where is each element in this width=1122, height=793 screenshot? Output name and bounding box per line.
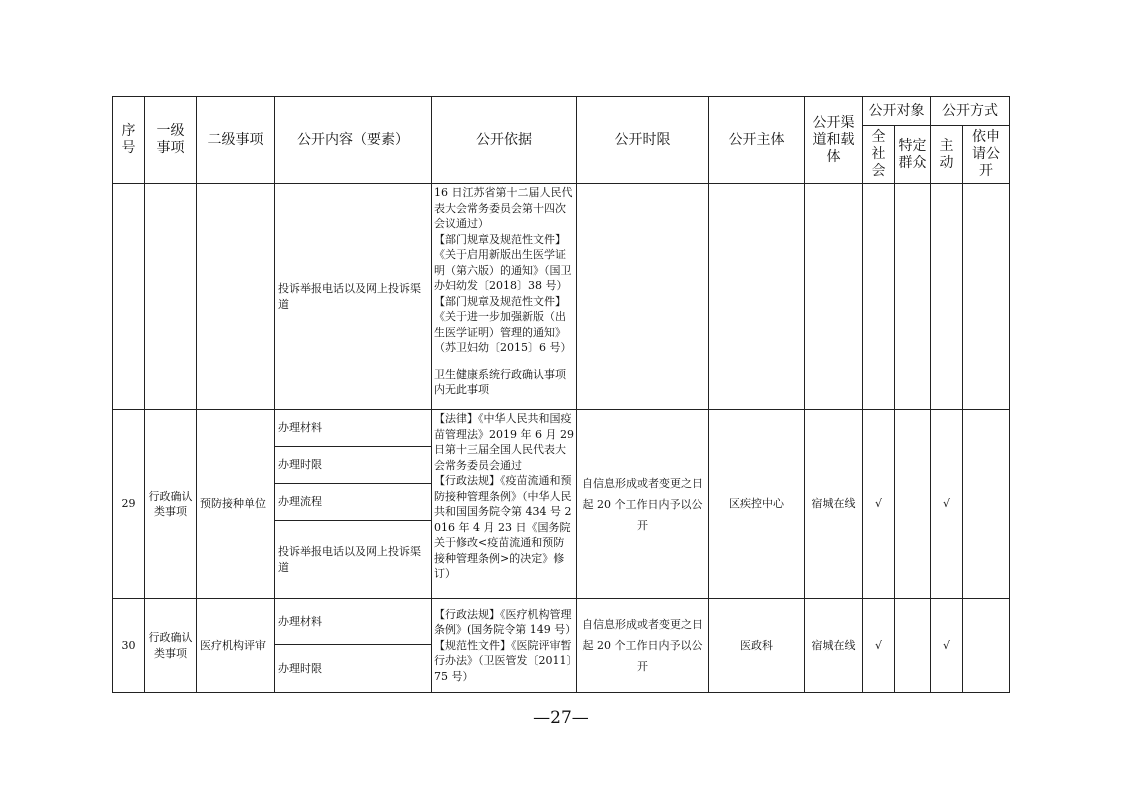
cell-basis xyxy=(432,184,577,410)
header-target-specific: 特定群众 xyxy=(895,126,931,184)
header-content: 公开内容（要素） xyxy=(275,97,432,184)
cell-target-specific xyxy=(895,599,931,693)
cell-timelimit xyxy=(577,184,709,410)
header-basis: 公开依据 xyxy=(432,97,577,184)
disclosure-table xyxy=(112,96,1010,693)
basis-line: 16 日江苏省第十二届人民代表大会常务委员会第十四次会议通过） xyxy=(434,186,573,230)
cell-subject: 区疾控中心 xyxy=(709,410,805,599)
table-row xyxy=(113,599,1010,645)
cell-channel: 宿城在线 xyxy=(805,599,863,693)
header-subject: 公开主体 xyxy=(709,97,805,184)
cell-target-all xyxy=(863,184,895,410)
cell-subject xyxy=(709,184,805,410)
cell-channel xyxy=(805,184,863,410)
cell-content: 办理材料 xyxy=(275,599,432,645)
cell-level2: 医疗机构评审 xyxy=(197,599,275,693)
basis-line: 卫生健康系统行政确认事项内无此事项 xyxy=(434,367,566,396)
header-seq: 序号 xyxy=(113,97,145,184)
header-channel: 公开渠道和载体 xyxy=(805,97,863,184)
cell-level2 xyxy=(197,184,275,410)
cell-method-active xyxy=(931,184,963,410)
basis-line: 【行政法规】《疫苗流通和预防接种管理条例》（中华人民共和国国务院令第 434 号 2016 年 4 月 23 日《国务院关于修改<疫苗流通和预防接种管理条例>的决定》修订） xyxy=(434,474,572,580)
cell-method-request xyxy=(963,410,1010,599)
cell-content: 办理时限 xyxy=(275,645,432,693)
table-row xyxy=(113,410,1010,447)
page-number: —27— xyxy=(533,708,589,728)
header-level1: 一级事项 xyxy=(145,97,197,184)
cell-channel: 宿城在线 xyxy=(805,410,863,599)
cell-content: 办理材料 xyxy=(275,410,432,447)
cell-method-active: √ xyxy=(931,410,963,599)
cell-target-all: √ xyxy=(863,599,895,693)
cell-content: 办理时限 xyxy=(275,447,432,484)
header-target: 公开对象 xyxy=(863,97,931,126)
basis-line: 【部门规章及规范性文件】《关于进一步加强新版（出生医学证明）管理的通知》（苏卫妇幼〔2015〕6 号） xyxy=(434,294,572,354)
cell-seq xyxy=(113,184,145,410)
cell-seq: 30 xyxy=(113,599,145,693)
cell-basis xyxy=(432,599,577,693)
cell-timelimit: 自信息形成或者变更之日起 20 个工作日内予以公开 xyxy=(577,410,709,599)
cell-level2: 预防接种单位 xyxy=(197,410,275,599)
cell-level1: 行政确认类事项 xyxy=(145,410,197,599)
cell-seq: 29 xyxy=(113,410,145,599)
cell-subject: 医政科 xyxy=(709,599,805,693)
header-method-request: 依申请公开 xyxy=(963,126,1010,184)
cell-target-all: √ xyxy=(863,410,895,599)
header-timelimit: 公开时限 xyxy=(577,97,709,184)
cell-level1: 行政确认类事项 xyxy=(145,599,197,693)
basis-line: 【法律】《中华人民共和国疫苗管理法》2019 年 6 月 29 日第十三届全国人民代表大会常务委员会通过 xyxy=(434,412,574,472)
cell-level1 xyxy=(145,184,197,410)
cell-target-specific xyxy=(895,184,931,410)
cell-content: 投诉举报电话以及网上投诉渠道 xyxy=(275,184,432,410)
header-target-all: 全社会 xyxy=(863,126,895,184)
cell-basis xyxy=(432,410,577,599)
header-row-1 xyxy=(113,97,1010,126)
header-method: 公开方式 xyxy=(931,97,1010,126)
cell-target-specific xyxy=(895,410,931,599)
cell-method-request xyxy=(963,599,1010,693)
cell-method-request xyxy=(963,184,1010,410)
header-method-active: 主动 xyxy=(931,126,963,184)
basis-line: 【行政法规】《医疗机构管理条例》(国务院令第 149 号）【规范性文件】《医院评审暂行办法》（卫医管发〔2011〕75 号） xyxy=(434,607,572,683)
cell-method-active: √ xyxy=(931,599,963,693)
table-row-continued xyxy=(113,184,1010,410)
cell-content: 投诉举报电话以及网上投诉渠道 xyxy=(275,521,432,599)
basis-line: 【部门规章及规范性文件】《关于启用新版出生医学证明（第六版）的通知》（国卫办妇幼发〔2018〕38 号） xyxy=(434,232,572,292)
basis-line xyxy=(434,356,574,367)
header-level2: 二级事项 xyxy=(197,97,275,184)
cell-content: 办理流程 xyxy=(275,484,432,521)
cell-timelimit: 自信息形成或者变更之日起 20 个工作日内予以公开 xyxy=(577,599,709,693)
